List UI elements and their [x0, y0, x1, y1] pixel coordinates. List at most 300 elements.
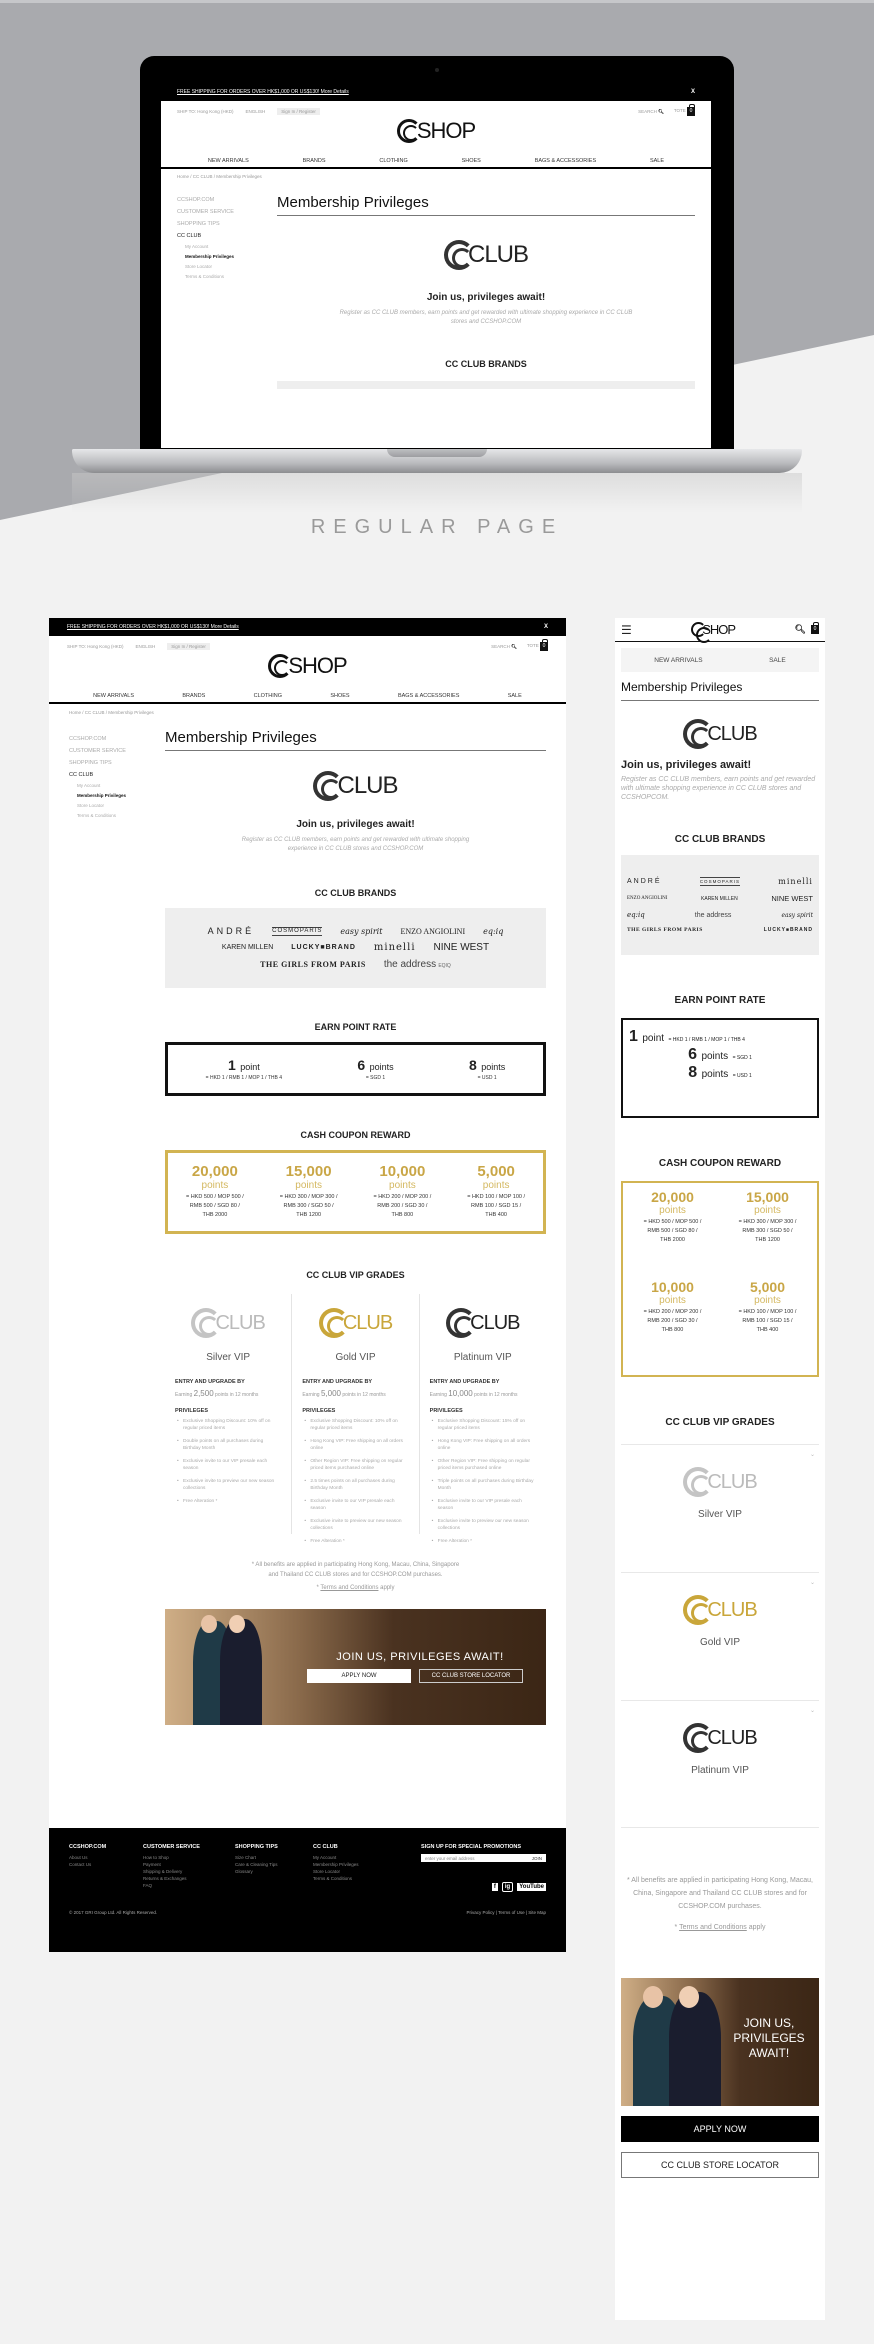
privilege-item: • Exclusive Shopping Discount: 10% off on regular priced items [302, 1418, 408, 1432]
earn-item [469, 1057, 505, 1081]
breadcrumb: Home / CC CLUB / Membership Privileges [69, 710, 154, 715]
brand-eqiq[interactable]: eq:iq [483, 926, 504, 936]
vip-accordion-gold[interactable] [621, 1572, 819, 1700]
coupon-box [165, 1150, 546, 1234]
sidebar-sub-membership[interactable]: Membership Privileges [185, 254, 235, 259]
terms-suffix: apply [746, 1924, 766, 1931]
footer-link[interactable]: Terms & Conditions [313, 1876, 353, 1881]
coupon-num: 20,000 [651, 1189, 694, 1205]
privilege-item: • Free Alteration * [302, 1538, 408, 1545]
vip-accordion-platinum[interactable] [621, 1700, 819, 1828]
brand-nine-west[interactable]: NINE WEST [433, 942, 490, 953]
vip-accordion-silver[interactable] [621, 1444, 819, 1572]
earn-num: 8 [469, 1057, 477, 1073]
logo-text: SHOP [702, 622, 736, 637]
nav-sale[interactable]: SALE [507, 693, 522, 699]
club-logo-text: CLUB [467, 241, 529, 268]
footer-col-cc-club [313, 1844, 421, 1892]
eqiq-tag: EQIQ [438, 963, 451, 969]
bag-icon: 0 [687, 107, 695, 116]
earning-points: 5,000 [320, 1389, 341, 1398]
coupon-val: = HKD 300 / MOP 300 / [279, 1194, 338, 1200]
mobile-nav [621, 648, 819, 672]
main-content [165, 729, 546, 1725]
footer-link[interactable]: About Us [69, 1855, 88, 1860]
cc-logo-mark [444, 240, 474, 270]
coupon-val: = HKD 100 / MOP 100 / [738, 1309, 797, 1315]
join-title: Join us, privileges await! [426, 292, 546, 303]
coupon-item [625, 1279, 720, 1369]
footnote-line: * All benefits are applied in participating Hong Kong, Macau, China, Singapore [251, 1562, 460, 1568]
coupon-val: RMB 300 / SGD 50 / [742, 1228, 793, 1234]
vip-col-gold [291, 1294, 418, 1544]
earning-suffix: points in 12 months [474, 1392, 518, 1398]
club-logo-text: CLUB [707, 722, 757, 745]
earn-unit: points [701, 1069, 729, 1080]
instagram-icon[interactable]: ig [502, 1882, 513, 1892]
privilege-item: • Exclusive invite to preview our new season collections [430, 1518, 536, 1532]
coupon-val: RMB 500 / SGD 80 / [647, 1228, 698, 1234]
brand-karen-millen[interactable]: KAREN MILLEN [701, 895, 738, 902]
cc-shop-logo[interactable] [691, 622, 735, 637]
nav-clothing[interactable]: CLOTHING [253, 693, 283, 699]
coupon-unit: points [754, 1295, 781, 1306]
coupon-num: 20,000 [191, 1163, 238, 1180]
sidebar-sub-store-locator[interactable]: Store Locator [77, 803, 105, 808]
sidebar-sub-terms[interactable]: Terms & Conditions [185, 274, 225, 279]
brands-box [165, 908, 546, 988]
earning-prefix: Earning [175, 1392, 193, 1398]
coupon-val: THB 800 [391, 1212, 414, 1218]
email-input[interactable]: enter your email address [425, 1855, 475, 1861]
hamburger-menu-icon[interactable]: ☰ [621, 622, 632, 637]
brand-lucky-brand[interactable]: LUCKY■BRAND [763, 927, 813, 933]
coupon-val: RMB 100 / SGD 15 / [742, 1318, 793, 1324]
coupon-val: RMB 300 / SGD 50 / [283, 1203, 334, 1209]
sidebar-item-shopping-tips[interactable]: SHOPPING TIPS [69, 760, 112, 766]
coupon-val: THB 400 [756, 1327, 779, 1333]
sidebar-item-ccshop[interactable]: CCSHOP.COM [177, 197, 215, 203]
earning-suffix: points in 12 months [342, 1392, 386, 1398]
logo-text: SHOP [288, 653, 347, 678]
footnote [621, 1874, 819, 1934]
close-icon[interactable]: X [543, 624, 548, 630]
privileges-list [430, 1418, 536, 1545]
signup-title: SIGN UP FOR SPECIAL PROMOTIONS [421, 1844, 522, 1850]
join-description: Register as CC CLUB members, earn points and get rewarded with ultimate shopping experience in CC CLUB stores and CCSHOP.COM [339, 310, 633, 325]
sidebar-item-customer-service[interactable]: CUSTOMER SERVICE [69, 748, 126, 754]
brand-andre[interactable]: ANDRÉ [627, 878, 662, 885]
coupon-title: CASH COUPON REWARD [658, 1158, 782, 1169]
earn-unit: points [701, 1051, 729, 1062]
nav-brands[interactable]: BRANDS [302, 158, 326, 164]
coupon-num: 5,000 [477, 1163, 515, 1180]
earning-prefix: Earning [302, 1392, 320, 1398]
earn-box [621, 1018, 819, 1118]
brand-girls-from-paris[interactable]: THE GIRLS FROM PARIS [627, 927, 703, 933]
privilege-item: • Free Alteration * [430, 1538, 536, 1545]
coupon-item [186, 1163, 244, 1220]
gold-club-logo [621, 1595, 819, 1625]
earn-unit: points [481, 1062, 506, 1072]
earn-unit: point [642, 1033, 665, 1044]
earn-eq: = USD 1 [477, 1075, 497, 1081]
vip-grades [165, 1294, 546, 1544]
platinum-club-logo [430, 1308, 536, 1338]
join-title: Join us, privileges await! [621, 759, 752, 771]
coupon-unit: points [482, 1180, 510, 1191]
privileges-label: PRIVILEGES [175, 1408, 209, 1414]
vip-col-silver [165, 1294, 291, 1534]
brand-karen-millen[interactable]: KAREN MILLEN [221, 944, 274, 951]
banner-title [729, 2016, 809, 2061]
join-description: Register as CC CLUB members, earn points and get rewarded with ultimate shopping experience in CC CLUB stores and CCSHOPCOM. [621, 776, 816, 801]
coupon-num: 10,000 [651, 1279, 694, 1295]
platinum-club-logo [621, 1723, 819, 1753]
earning-points: 10,000 [448, 1389, 473, 1398]
banner-title: JOIN US, PRIVILEGES AWAIT! [336, 1651, 504, 1663]
earn-item [629, 1046, 811, 1064]
footer-link[interactable]: FAQ [143, 1883, 153, 1888]
signin-link[interactable]: Sign In / Register [277, 108, 320, 115]
entry-label: ENTRY AND UPGRADE BY [429, 1379, 500, 1385]
brands-box-peek [277, 381, 695, 389]
club-logo-text: CLUB [707, 1470, 757, 1493]
footnote-line: and Thailand CC CLUB stores and for CCSHOP.COM purchases. [268, 1572, 443, 1578]
vip-title: CC CLUB VIP GRADES [306, 1270, 405, 1280]
coupon-unit: points [201, 1180, 229, 1191]
coupon-unit: points [754, 1205, 781, 1216]
coupon-val: RMB 200 / SGD 30 / [647, 1318, 698, 1324]
model-figure [669, 1992, 721, 2106]
privilege-item: • Exclusive Shopping Discount: 15% off on regular priced items [430, 1418, 536, 1432]
coupon-item [467, 1163, 525, 1220]
club-logo-text: CLUB [215, 1311, 265, 1334]
join-description: Register as CC CLUB members, earn points and get rewarded with ultimate shopping experience in CC CLUB stores and CCSHOP.COM [241, 837, 470, 852]
copyright: © 2017 GRI Group Ltd. All Rights Reserved. [69, 1910, 158, 1915]
coupon-unit: points [295, 1180, 322, 1191]
privilege-item: • Exclusive invite to our VIP presale each season [430, 1498, 536, 1512]
coupon-val: = HKD 200 / MOP 200 / [373, 1194, 432, 1200]
earn-num: 6 [688, 1046, 697, 1063]
close-icon[interactable]: X [690, 89, 695, 95]
coupon-unit: points [389, 1180, 416, 1191]
laptop-shadow [72, 473, 802, 513]
model-face [679, 1986, 699, 2008]
vip-earning [302, 1389, 408, 1398]
coupon-val: RMB 200 / SGD 30 / [377, 1203, 428, 1209]
vip-accordion [621, 1444, 819, 1828]
nav-new-arrivals[interactable]: NEW ARRIVALS [207, 158, 249, 164]
footer-link[interactable]: My Account [313, 1855, 337, 1860]
footer-col-ccshop [69, 1844, 143, 1892]
main-nav [161, 158, 711, 169]
club-logo-text: CLUB [707, 1598, 757, 1621]
silver-club-logo [175, 1308, 281, 1338]
chevron-down-icon: ⌄ [809, 1708, 815, 1714]
footer [49, 1828, 566, 1952]
footer-link[interactable]: Payment [143, 1862, 161, 1867]
nav-new-arrivals[interactable]: NEW ARRIVALS [93, 693, 135, 699]
laptop-screen [161, 83, 711, 448]
tote-button[interactable] [527, 642, 548, 651]
apply-now-button[interactable]: APPLY NOW [621, 2116, 819, 2142]
brand-cosmoparis[interactable]: COSMOPARIS [699, 879, 740, 884]
cc-logo-mark [691, 622, 706, 637]
model-face [643, 1986, 663, 2008]
vip-title: CC CLUB VIP GRADES [665, 1417, 775, 1428]
mobile-page [615, 618, 825, 2320]
footer-col-shopping-tips [235, 1844, 313, 1892]
model-face [229, 1615, 245, 1633]
signup-form [421, 1854, 546, 1862]
cc-logo-mark [397, 119, 421, 143]
banner-line: AWAIT! [748, 2046, 790, 2060]
coupon-num: 5,000 [749, 1279, 786, 1295]
tote-label: TOTE [673, 108, 686, 113]
chevron-down-icon: ⌄ [809, 1452, 815, 1458]
privilege-item: • Free Alteration * [175, 1498, 281, 1505]
footer-link[interactable]: Shipping & Delivery [143, 1869, 183, 1874]
model-face [201, 1615, 217, 1633]
coupon-unit: points [659, 1295, 686, 1306]
footer-link[interactable]: Care & Cleaning Tips [235, 1862, 278, 1867]
footer-link[interactable]: Contact Us [69, 1862, 92, 1867]
apply-now-button[interactable]: APPLY NOW [307, 1669, 411, 1683]
camera-icon [435, 68, 439, 72]
privilege-item: • Double points on all purchases during Birthday Month [175, 1438, 281, 1452]
sidebar-item-customer-service[interactable]: CUSTOMER SERVICE [177, 209, 234, 215]
privileges-list [175, 1418, 281, 1505]
coupon-val: RMB 500 / SGD 80 / [189, 1203, 240, 1209]
tote-label: TOTE [526, 643, 539, 648]
sidebar-item-cc-club[interactable]: CC CLUB [177, 233, 202, 239]
vip-earning [430, 1389, 536, 1398]
brands-title: CC CLUB BRANDS [674, 834, 766, 845]
footer-link[interactable]: Returns & Exchanges [143, 1876, 187, 1881]
vip-name: Silver VIP [206, 1352, 251, 1363]
privileges-label: PRIVILEGES [429, 1408, 463, 1414]
language-select[interactable]: ENGLISH [245, 109, 266, 114]
earn-eq: = SGD 1 [732, 1055, 752, 1061]
cc-club-logo [621, 719, 819, 749]
privilege-item: • Exclusive Shopping Discount: 10% off on regular priced items [175, 1418, 281, 1432]
promo-link[interactable]: FREE SHIPPING FOR ORDERS OVER HK$1,000 OR US$130! More Details [177, 89, 349, 95]
privilege-item: • Exclusive invite to our VIP presale each season [175, 1458, 281, 1472]
privilege-item: • Other Region VIP: Free shipping on regular priced items purchased online [430, 1458, 536, 1472]
coupon-val: THB 1200 [296, 1212, 321, 1218]
bag-icon[interactable]: 0 [811, 625, 819, 634]
search-label: SEARCH [638, 108, 657, 114]
footer-col-title: CUSTOMER SERVICE [143, 1844, 200, 1850]
sidebar-sub-my-account[interactable]: My Account [77, 783, 101, 788]
nav-new-arrivals[interactable]: NEW ARRIVALS [654, 656, 703, 664]
nav-shoes[interactable]: SHOES [461, 158, 481, 164]
earn-eq: = USD 1 [732, 1073, 752, 1079]
brand-enzo-angiolini[interactable]: ENZO ANGIOLINI [627, 896, 668, 901]
youtube-icon[interactable]: YouTube [519, 1884, 544, 1890]
terms-prefix: * [674, 1924, 680, 1931]
coupon-val: = HKD 500 / MOP 500 / [185, 1194, 244, 1200]
earn-num: 8 [688, 1064, 698, 1081]
coupon-val: = HKD 100 / MOP 100 / [467, 1194, 526, 1200]
earn-item [357, 1057, 393, 1081]
cc-club-logo [277, 240, 695, 270]
brand-minelli[interactable]: minelli [778, 877, 813, 886]
gold-club-logo [302, 1308, 408, 1338]
regular-page-label: REGULAR PAGE [310, 516, 564, 538]
nav-brands[interactable]: BRANDS [182, 693, 206, 699]
terms-link[interactable]: Terms and Conditions [320, 1585, 379, 1591]
brand-minelli[interactable]: minelli [373, 942, 416, 953]
brand-enzo-angiolini[interactable]: ENZO ANGIOLINI [400, 926, 466, 936]
sidebar-item-shopping-tips[interactable]: SHOPPING TIPS [177, 221, 220, 227]
sidebar [177, 194, 277, 389]
bag-icon: 0 [540, 642, 548, 651]
vip-col-platinum [419, 1294, 546, 1544]
ship-to-select[interactable]: SHIP TO: Hong Kong (HKD) [177, 109, 234, 114]
ship-to-select[interactable]: SHIP TO: Hong Kong (HKD) [67, 644, 124, 649]
privilege-item: • Hong Kong VIP: Free shipping on all orders online [302, 1438, 408, 1452]
nav-bags[interactable]: BAGS & ACCESSORIES [397, 693, 460, 699]
earn-unit: point [240, 1062, 260, 1072]
brand-easy-spirit[interactable]: easy spirit [340, 926, 383, 936]
join-button[interactable]: JOIN [531, 1855, 542, 1861]
earn-num: 6 [357, 1057, 366, 1073]
brand-andre[interactable]: ANDRÉ [207, 926, 255, 936]
join-title: Join us, privileges await! [296, 819, 415, 830]
cc-shop-logo[interactable] [49, 653, 566, 679]
chevron-down-icon: ⌄ [809, 1580, 815, 1586]
store-locator-button[interactable]: CC CLUB STORE LOCATOR [621, 2152, 819, 2178]
search-button[interactable] [491, 644, 517, 650]
earning-points: 2,500 [193, 1389, 214, 1398]
coupon-item [720, 1279, 815, 1369]
brand-the-address[interactable]: the address [694, 911, 732, 919]
main-nav [49, 693, 566, 704]
coupon-val: THB 1200 [755, 1237, 780, 1243]
page-title: Membership Privileges [277, 194, 695, 216]
earn-eq: = HKD 1 / RMB 1 / MOP 1 / THB 4 [205, 1075, 283, 1081]
sidebar-sub-my-account[interactable]: My Account [185, 244, 209, 249]
earn-num: 1 [227, 1057, 236, 1073]
coupon-num: 10,000 [379, 1163, 426, 1180]
coupon-item [280, 1163, 338, 1220]
earn-eq: = SGD 1 [365, 1075, 386, 1081]
coupon-val: THB 800 [661, 1327, 684, 1333]
vip-name: Platinum VIP [691, 1765, 749, 1776]
footer-link[interactable]: Membership Privileges [313, 1862, 359, 1867]
privilege-item: • 2.5 times points on all purchases during Birthday Month [302, 1478, 408, 1492]
footer-link[interactable]: Size Chart [235, 1855, 257, 1860]
coupon-title: CASH COUPON REWARD [300, 1130, 411, 1140]
brand-the-address[interactable] [384, 959, 451, 970]
cc-logo-mark [446, 1308, 476, 1338]
brand-lucky-brand[interactable]: LUCKY■BRAND [291, 944, 356, 951]
nav-bags[interactable]: BAGS & ACCESSORIES [534, 158, 597, 164]
signin-link[interactable]: Sign In / Register [167, 643, 210, 650]
nav-sale[interactable]: SALE [649, 158, 665, 164]
footer-col-customer-service [143, 1844, 235, 1892]
coupon-unit: points [659, 1205, 686, 1216]
store-locator-button[interactable]: CC CLUB STORE LOCATOR [419, 1669, 523, 1683]
nav-clothing[interactable]: CLOTHING [379, 158, 408, 164]
brand-cosmoparis[interactable]: COSMOPARIS [272, 927, 323, 934]
privilege-item: • Other Region VIP: Free shipping on regular priced items purchased online [302, 1458, 408, 1472]
entry-label: ENTRY AND UPGRADE BY [302, 1379, 373, 1385]
coupon-num: 15,000 [285, 1163, 332, 1180]
search-icon[interactable]: 🔍︎ [794, 624, 806, 634]
page-title: Membership Privileges [165, 729, 546, 751]
brands-box [621, 855, 819, 955]
earning-suffix: points in 12 months [215, 1392, 259, 1398]
coupon-val: = HKD 200 / MOP 200 / [643, 1309, 702, 1315]
club-logo-text: CLUB [707, 1726, 757, 1749]
club-logo-text: CLUB [342, 1311, 393, 1334]
coupon-num: 15,000 [746, 1189, 789, 1205]
terms-link[interactable]: Terms and Conditions [679, 1924, 747, 1931]
mobile-header [615, 618, 825, 642]
logo-text: SHOP [416, 118, 476, 143]
promo-bar [49, 618, 566, 636]
promo-link[interactable]: FREE SHIPPING FOR ORDERS OVER HK$1,000 OR US$130! More Details [67, 624, 239, 630]
terms-suffix: apply [378, 1585, 395, 1591]
sidebar-sub-terms[interactable]: Terms & Conditions [77, 813, 117, 818]
earn-box [165, 1042, 546, 1096]
terms-prefix: * [316, 1585, 321, 1591]
sidebar [69, 729, 165, 1725]
nav-shoes[interactable]: SHOES [330, 693, 350, 699]
tote-button[interactable] [674, 107, 695, 116]
silver-club-logo [621, 1467, 819, 1497]
footer-col-title: SHOPPING TIPS [235, 1844, 278, 1850]
sidebar-item-ccshop[interactable]: CCSHOP.COM [69, 736, 107, 742]
language-select[interactable]: ENGLISH [135, 644, 156, 649]
footer-signup [421, 1844, 546, 1892]
vip-name: Gold VIP [335, 1352, 376, 1363]
earn-unit: points [369, 1062, 394, 1072]
brand-girls-from-paris[interactable]: THE GIRLS FROM PARIS [260, 960, 366, 969]
cc-club-logo [165, 771, 546, 801]
sidebar-sub-membership[interactable]: Membership Privileges [77, 793, 127, 798]
coupon-val: RMB 100 / SGD 15 / [471, 1203, 522, 1209]
brand-eqiq[interactable]: eq:iq [627, 911, 645, 919]
brand-easy-spirit[interactable]: easy spirit [781, 911, 813, 919]
model-figure [220, 1619, 262, 1725]
entry-label: ENTRY AND UPGRADE BY [175, 1379, 245, 1385]
cc-shop-logo[interactable] [161, 118, 711, 144]
brand-nine-west[interactable]: NINE WEST [771, 894, 813, 903]
footer-link[interactable]: Glossary [235, 1869, 253, 1874]
nav-sale[interactable]: SALE [769, 656, 786, 664]
earn-title: EARN POINT RATE [674, 995, 766, 1006]
search-button[interactable] [638, 109, 664, 115]
legal-links[interactable]: Privacy Policy | Terms of Use | Site Map [466, 1910, 546, 1915]
club-logo-text: CLUB [337, 772, 398, 799]
privileges-list [302, 1418, 408, 1545]
footer-col-title: CCSHOP.COM [69, 1844, 107, 1850]
privilege-item: • Hong Kong VIP: Free shipping on all orders online [430, 1438, 536, 1452]
sidebar-item-cc-club[interactable]: CC CLUB [69, 772, 94, 778]
privileges-label: PRIVILEGES [302, 1408, 336, 1414]
footer-link[interactable]: How to Shop [143, 1855, 169, 1860]
footer-link[interactable]: Store Locator [313, 1869, 341, 1874]
vip-name: Gold VIP [699, 1637, 741, 1648]
desktop-page [49, 618, 566, 1952]
facebook-icon[interactable]: f [493, 1884, 496, 1890]
sidebar-sub-store-locator[interactable]: Store Locator [185, 264, 213, 269]
brands-title: CC CLUB BRANDS [445, 359, 527, 369]
